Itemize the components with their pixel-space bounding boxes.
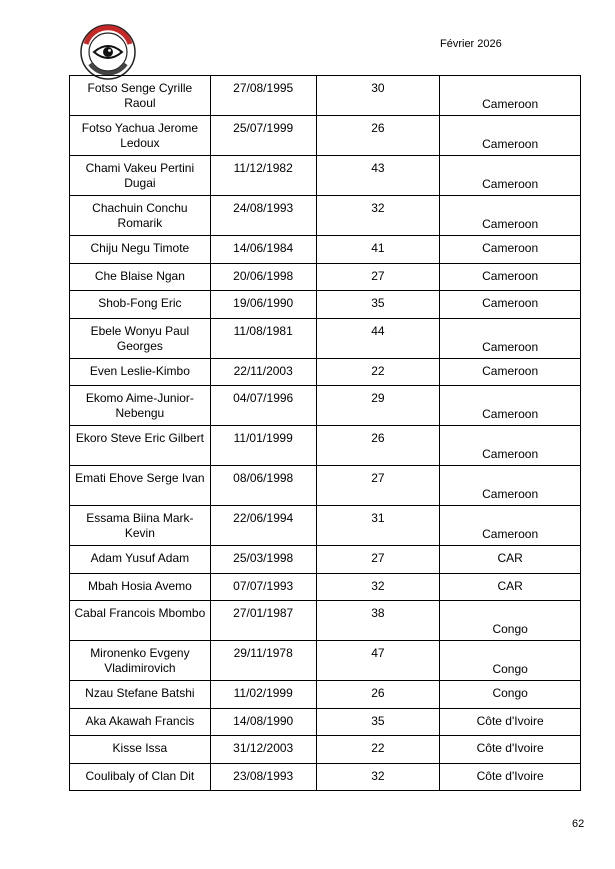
table-row [70,426,581,466]
name-cell: Chiju Negu Timote [70,236,211,264]
table-row [70,763,581,791]
dob-cell: 29/11/1978 [210,641,316,681]
age-cell: 26 [316,116,440,156]
table-row [70,466,581,506]
age-cell: 41 [316,236,440,264]
table-row [70,681,581,709]
name-cell: Essama Biina Mark-Kevin [70,506,211,546]
dob-cell: 04/07/1996 [210,386,316,426]
country-cell: Cameroon [440,466,581,506]
name-cell: Ekomo Aime-Junior-Nebengu [70,386,211,426]
age-cell: 44 [316,318,440,358]
eye-seal-icon [80,24,136,80]
country-cell: Cameroon [440,426,581,466]
country-cell: Congo [440,681,581,709]
dob-cell: 11/08/1981 [210,318,316,358]
dob-cell: 25/03/1998 [210,546,316,574]
name-cell: Ebele Wonyu Paul Georges [70,318,211,358]
age-cell: 43 [316,156,440,196]
country-cell: Cameroon [440,358,581,386]
dob-cell: 31/12/2003 [210,736,316,764]
age-cell: 26 [316,681,440,709]
personnel-table-body [70,76,581,791]
age-cell: 35 [316,708,440,736]
name-cell: Cabal Francois Mbombo [70,601,211,641]
name-cell: Fotso Senge Cyrille Raoul [70,76,211,116]
table-row [70,546,581,574]
name-cell: Kisse Issa [70,736,211,764]
country-cell: Côte d'Ivoire [440,736,581,764]
country-cell: Cameroon [440,236,581,264]
age-cell: 22 [316,736,440,764]
age-cell: 27 [316,546,440,574]
dob-cell: 08/06/1998 [210,466,316,506]
country-cell: Congo [440,641,581,681]
name-cell: Chami Vakeu Pertini Dugai [70,156,211,196]
age-cell: 35 [316,291,440,319]
dob-cell: 11/01/1999 [210,426,316,466]
age-cell: 47 [316,641,440,681]
age-cell: 32 [316,763,440,791]
name-cell: Coulibaly of Clan Dit [70,763,211,791]
table-row [70,116,581,156]
country-cell: Cameroon [440,156,581,196]
age-cell: 22 [316,358,440,386]
dob-cell: 20/06/1998 [210,263,316,291]
table-row [70,156,581,196]
age-cell: 30 [316,76,440,116]
country-cell: Côte d'Ivoire [440,763,581,791]
table-row [70,263,581,291]
dob-cell: 24/08/1993 [210,196,316,236]
name-cell: Mironenko Evgeny Vladimirovich [70,641,211,681]
age-cell: 32 [316,196,440,236]
country-cell: CAR [440,546,581,574]
dob-cell: 19/06/1990 [210,291,316,319]
table-row [70,291,581,319]
country-cell: Cameroon [440,291,581,319]
country-cell: Cameroon [440,263,581,291]
table-row [70,196,581,236]
country-cell: Cameroon [440,506,581,546]
country-cell: Côte d'Ivoire [440,708,581,736]
dob-cell: 22/06/1994 [210,506,316,546]
name-cell: Aka Akawah Francis [70,708,211,736]
age-cell: 31 [316,506,440,546]
organization-logo [80,24,136,80]
age-cell: 26 [316,426,440,466]
name-cell: Mbah Hosia Avemo [70,573,211,601]
dob-cell: 25/07/1999 [210,116,316,156]
dob-cell: 07/07/1993 [210,573,316,601]
dob-cell: 14/06/1984 [210,236,316,264]
header-date: Février 2026 [440,38,502,50]
dob-cell: 14/08/1990 [210,708,316,736]
table-row [70,76,581,116]
dob-cell: 27/08/1995 [210,76,316,116]
name-cell: Che Blaise Ngan [70,263,211,291]
name-cell: Fotso Yachua Jerome Ledoux [70,116,211,156]
name-cell: Shob-Fong Eric [70,291,211,319]
age-cell: 27 [316,263,440,291]
name-cell: Nzau Stefane Batshi [70,681,211,709]
age-cell: 38 [316,601,440,641]
country-cell: Congo [440,601,581,641]
personnel-table [69,75,581,791]
table-row [70,708,581,736]
table-row [70,236,581,264]
table-row [70,573,581,601]
table-row [70,318,581,358]
dob-cell: 27/01/1987 [210,601,316,641]
name-cell: Emati Ehove Serge Ivan [70,466,211,506]
country-cell: CAR [440,573,581,601]
dob-cell: 11/12/1982 [210,156,316,196]
dob-cell: 23/08/1993 [210,763,316,791]
country-cell: Cameroon [440,196,581,236]
age-cell: 29 [316,386,440,426]
table-row [70,736,581,764]
country-cell: Cameroon [440,76,581,116]
table-row [70,601,581,641]
table-row [70,358,581,386]
dob-cell: 11/02/1999 [210,681,316,709]
table-row [70,386,581,426]
age-cell: 32 [316,573,440,601]
name-cell: Even Leslie-Kimbo [70,358,211,386]
country-cell: Cameroon [440,318,581,358]
name-cell: Chachuin Conchu Romarik [70,196,211,236]
country-cell: Cameroon [440,386,581,426]
page-number: 62 [572,818,585,830]
age-cell: 27 [316,466,440,506]
country-cell: Cameroon [440,116,581,156]
name-cell: Ekoro Steve Eric Gilbert [70,426,211,466]
table-row [70,641,581,681]
name-cell: Adam Yusuf Adam [70,546,211,574]
dob-cell: 22/11/2003 [210,358,316,386]
table-row [70,506,581,546]
